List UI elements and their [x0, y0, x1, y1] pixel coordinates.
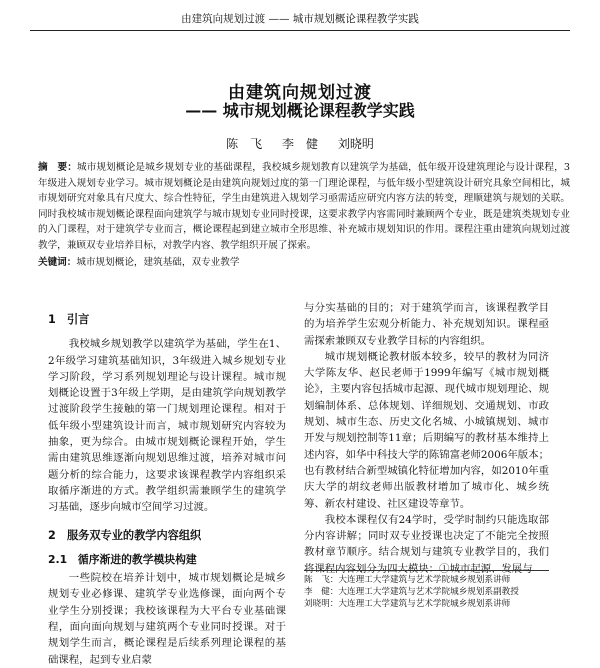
paper-title: 由建筑向规划过渡 [228, 83, 372, 103]
left-column [48, 300, 286, 668]
abstract [38, 160, 570, 254]
author: 李 健 [281, 137, 318, 151]
keywords [38, 255, 570, 270]
abstract-text: 城市规划概论是城乡规划专业的基础课程，我校城乡规划教育以建筑学为基础，低年级开设建筑理论与设计课程，3年级进入规划专业学习。城市规划概论是由建筑向规划过度的第一门理论课程，与低年级小型建筑设计研究具象空间相比，城市规划研究对象具有尺度大、综合性特征，学生由建筑进入规划学习亟需适应研究内容方法的转变，理顺建筑与规划的关联。同时我校城市规划概论课程面向建筑学与城市规划专业同时授课，这要求教学内容需同时兼顾两个专业，既是建筑类规划专业的入门课程，对于建筑学专业而言，概论课程起到建立城市全形思维、补充城市规划知识的作用。课程注重由建筑向规划过渡教学，兼顾双专业培养目标，对教学内容、教学组织开展了探索。 [38, 162, 571, 251]
running-header: 由建筑向规划过渡 —— 城市规划概论课程教学实践 [30, 8, 570, 31]
paragraph: 一些院校在培养计划中，城市规划概论是城乡规划专业必修课、建筑学专业选修课，面向两个专业学生分别授课；我校该课程为大平台专业基础课程，面向面向规划与建筑两个专业同时授课。对于规划学生而言，概论课程是后续系列理论课程的基础课程，起到专业启蒙 [48, 572, 286, 666]
author-list [0, 135, 600, 152]
keywords-label: 关键词： [38, 257, 77, 268]
section-heading: 1 引言 [48, 313, 90, 326]
author: 刘晓明 [337, 137, 374, 151]
paragraph: 我校本课程仅有24学时，受学时制约只能选取部分内容讲解；同时双专业授课也决定了不能完全按照教材章节顺序。结合规划与建筑专业教学目的，我们将课程内容划分为四大模块：①城市起源、发展与 [304, 513, 549, 575]
paragraph: 我校城乡规划教学以建筑学为基础，学生在1、2年级学习建筑基础知识，3年级进入城乡规划专业学习阶段，学习系列规划理论与设计课程。城市规划概论设置于3年级上学期，是由建筑学向规划教学过渡阶段学生接触的第一门规划理论课程。相对于低年级小型建筑设计而言，城市规划研究内容较为抽象，更为综合。由城市规划概论课程开始，学生需由建筑思维逐渐向规划思维过渡，培养对城市问题分析的综合能力，这要求该课程教学内容组织采取循序渐进的方式。教学组织需兼顾学生的建筑学习基础，逐步向城市空间学习过渡。 [48, 338, 286, 514]
section-heading: 2 服务双专业的教学内容组织 [48, 528, 202, 542]
right-column [304, 300, 549, 577]
paragraph: 与分实基础的目的；对于建筑学而言，该课程教学目的为培养学生宏观分析能力、补充规划知识。课程亟需探索兼顾双专业教学目标的内容组织。 [304, 302, 549, 347]
keywords-text: 城市规划概论，建筑基础，双专业教学 [76, 257, 240, 268]
footnote-line: 陈 飞：大连理工大学建筑与艺术学院城乡规划系讲师 [304, 575, 511, 585]
paper-subtitle: —— 城市规划概论课程教学实践 [185, 101, 415, 120]
paragraph: 城市规划概论教材版本较多，较早的教材为同济大学陈友华、赵民老师于1999年编写《城市规划概论》，主要内容包括城市起源、现代城市规划理论、规划编制体系、总体规划、详细规划、交通规划、市政规划、城市生态、历史文化名城、小城镇规划、城市开发与规划控制等11章；后期编写的教材基本维持上述内容，如华中科技大学的陈锦富老师2006年版本；也有教材结合新型城镇化特征增加内容，如2010年重庆大学的胡纹老师出版教材增加了城市化、城乡统筹、新农村建设、社区建设等章节。 [304, 350, 549, 510]
footnote-line: 李 健：大连理工大学建筑与艺术学院城乡规划系副教授 [304, 587, 519, 597]
author: 陈 飞 [226, 137, 263, 151]
subsection-heading: 2.1 循序渐进的教学模块构建 [48, 552, 197, 566]
footnote-line: 刘晓明：大连理工大学建筑与艺术学院城乡规划系讲师 [304, 599, 511, 609]
abstract-label: 摘 要： [38, 162, 77, 173]
author-footnotes [304, 570, 549, 610]
